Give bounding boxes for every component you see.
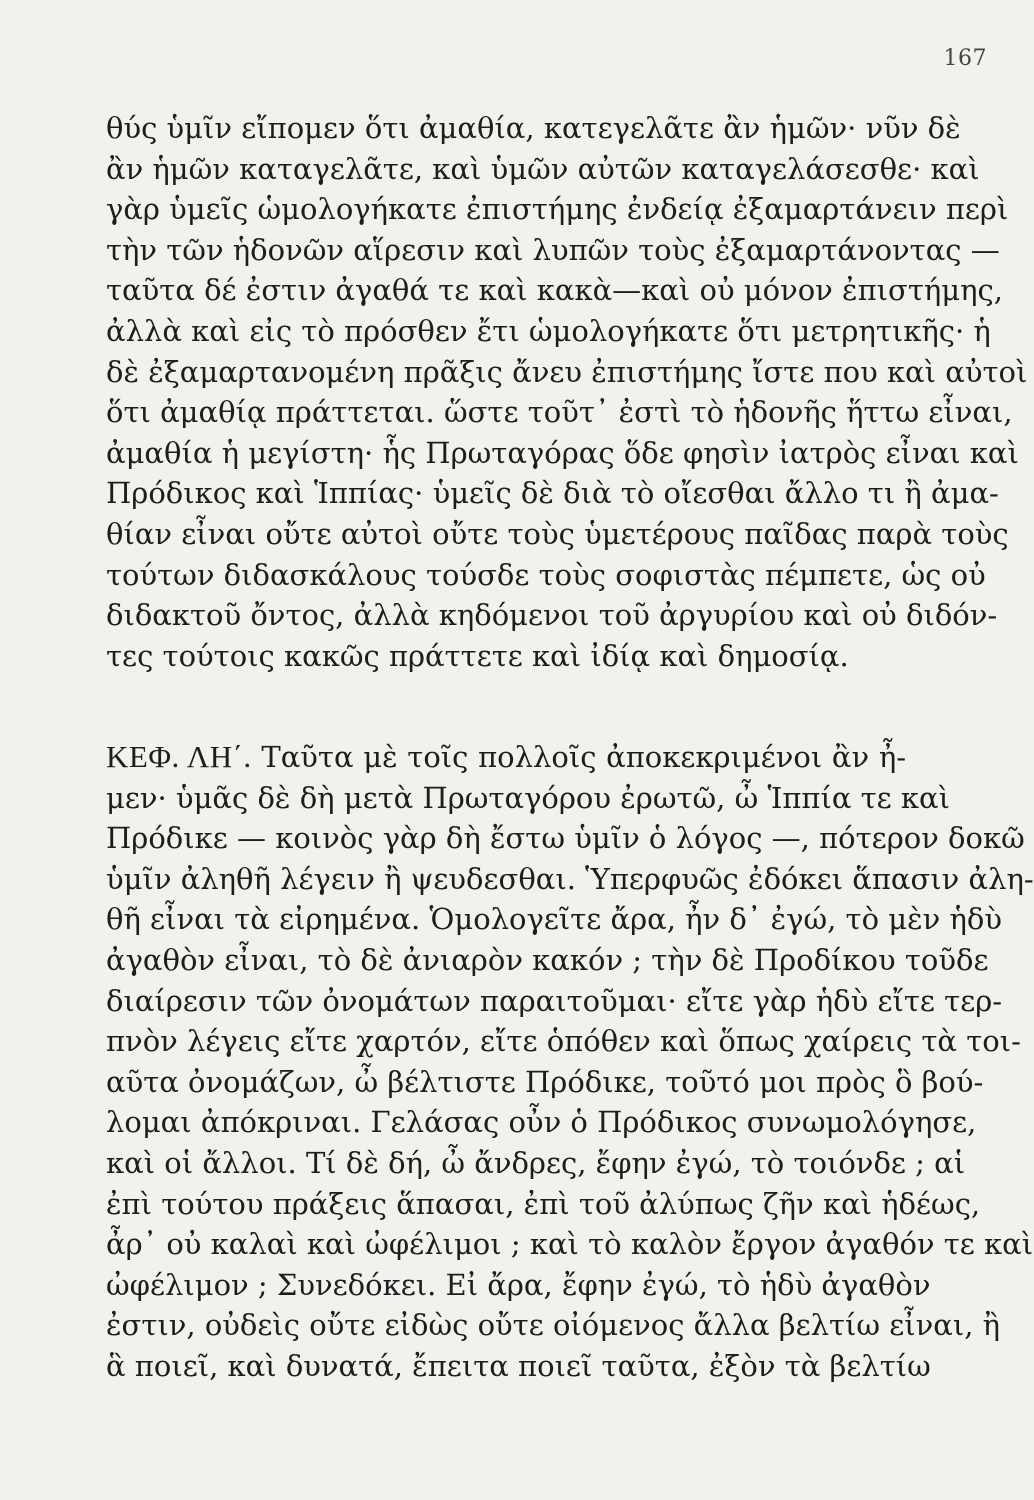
text-line: πνὸν λέγεις εἴτε χαρτόν, εἴτε ὁπόθεν καὶ ὅπως χαίρεις τὰ τοι-	[106, 1024, 1021, 1059]
text-line: ὠφέλιμον ; Συνεδόκει. Εἰ ἄρα, ἔφην ἐγώ, τὸ ἡδὺ ἀγαθὸν	[106, 1267, 931, 1302]
chapter-heading: ΚΕΦ. ΛΗ΄.	[106, 739, 252, 774]
text-line: Πρόδικος καὶ Ἱππίας· ὑμεῖς δὲ διὰ τὸ οἴεσθαι ἄλλο τι ἢ ἀμα-	[106, 476, 999, 511]
text-line: διδακτοῦ ὄντος, ἀλλὰ κηδόμενοι τοῦ ἀργυρίου καὶ οὐ διδόν-	[106, 598, 998, 633]
text-line: θύς ὑμῖν εἴπομεν ὅτι ἀμαθία, κατεγελᾶτε ἂν ἡμῶν· νῦν δὲ	[106, 111, 961, 145]
text-line: ὅτι ἀμαθίᾳ πράττεται. ὥστε τοῦτ᾽ ἐστὶ τὸ ἡδονῆς ἥττω εἶναι,	[106, 395, 1013, 430]
text-line: ἀγαθὸν εἶναι, τὸ δὲ ἀνιαρὸν κακόν ; τὴν δὲ Προδίκου τοῦδε	[106, 942, 989, 977]
paragraph-1	[106, 108, 1028, 676]
text-line: ἆρ᾽ οὐ καλαὶ καὶ ὠφέλιμοι ; καὶ τὸ καλὸν ἔργον ἀγαθόν τε καὶ	[106, 1227, 1034, 1262]
text-line: ἐστιν, οὐδεὶς οὔτε εἰδὼς οὔτε οἰόμενος ἄλλα βελτίω εἶναι, ἢ	[106, 1308, 1001, 1343]
page-number: 167	[943, 46, 987, 71]
chapter-first-line-text: Ταῦτα μὲ τοῖς πολλοῖς ἀποκεκριμένοι ἂν ἦ-	[261, 740, 906, 774]
text-line: δὲ ἐξαμαρτανομένη πρᾶξις ἄνευ ἐπιστήμης ἴστε που καὶ αὐτοὶ	[106, 354, 1028, 389]
text-line: θίαν εἶναι οὔτε αὐτοὶ οὔτε τοὺς ὑμετέρους παῖδας παρὰ τοὺς	[106, 516, 1009, 551]
text-line: μεν· ὑμᾶς δὲ δὴ μετὰ Πρωταγόρου ἐρωτῶ, ὦ Ἱππία τε καὶ	[106, 780, 950, 815]
text-line: διαίρεσιν τῶν ὀνομάτων παραιτοῦμαι· εἴτε γὰρ ἡδὺ εἴτε τερ-	[106, 983, 1003, 1018]
text-line: ἃ ποιεῖ, καὶ δυνατά, ἔπειτα ποιεῖ ταῦτα, ἐξὸν τὰ βελτίω	[106, 1348, 931, 1383]
text-line: ταῦτα δέ ἐστιν ἀγαθά τε καὶ κακὰ—καὶ οὐ μόνον ἐπιστήμης,	[106, 273, 1003, 308]
text-line: καὶ οἱ ἄλλοι. Τί δὲ δή, ὦ ἄνδρες, ἔφην ἐγώ, τὸ τοιόνδε ; αἱ	[106, 1145, 966, 1180]
text-line: ὑμῖν ἀληθῆ λέγειν ἢ ψευδεσθαι. Ὑπερφυῶς ἐδόκει ἅπασιν ἀλη-	[106, 861, 1034, 896]
text-line: Πρόδικε — κοινὸς γὰρ δὴ ἔστω ὑμῖν ὁ λόγος —, πότερον δοκῶ	[106, 821, 1025, 856]
paragraph-2	[106, 737, 1034, 1387]
text-line: γὰρ ὑμεῖς ὡμολογήκατε ἐπιστήμης ἐνδείᾳ ἐξαμαρτάνειν περὶ	[106, 192, 1009, 227]
text-line: ἐπὶ τούτου πράξεις ἅπασαι, ἐπὶ τοῦ ἀλύπως ζῆν καὶ ἡδέως,	[106, 1186, 981, 1221]
text-line: λομαι ἀπόκριναι. Γελάσας οὖν ὁ Πρόδικος συνωμολόγησε,	[106, 1105, 977, 1140]
text-line: τες τούτοις κακῶς πράττετε καὶ ἰδίᾳ καὶ δημοσίᾳ.	[106, 638, 849, 673]
text-line: ἀμαθία ἡ μεγίστη· ἧς Πρωταγόρας ὅδε φησὶν ἰατρὸς εἶναι καὶ	[106, 435, 1019, 470]
text-line: τούτων διδασκάλους τούσδε τοὺς σοφιστὰς πέμπετε, ὡς οὐ	[106, 557, 986, 592]
text-line: ἀλλὰ καὶ εἰς τὸ πρόσθεν ἔτι ὡμολογήκατε ὅτι μετρητικῆς· ἡ	[106, 313, 991, 348]
text-line: θῆ εἶναι τὰ εἰρημένα. Ὁμολογεῖτε ἄρα, ἦν δ᾽ ἐγώ, τὸ μὲν ἡδὺ	[106, 902, 1002, 937]
text-line: τὴν τῶν ἡδονῶν αἵρεσιν καὶ λυπῶν τοὺς ἐξαμαρτάνοντας —	[106, 232, 1000, 267]
text-line: αῦτα ὀνομάζων, ὦ βέλτιστε Πρόδικε, τοῦτό μοι πρὸς ὃ βού-	[106, 1064, 984, 1099]
chapter-first-line	[106, 737, 906, 778]
text-line: ἂν ἡμῶν καταγελᾶτε, καὶ ὑμῶν αὐτῶν καταγελάσεσθε· καὶ	[106, 151, 980, 186]
